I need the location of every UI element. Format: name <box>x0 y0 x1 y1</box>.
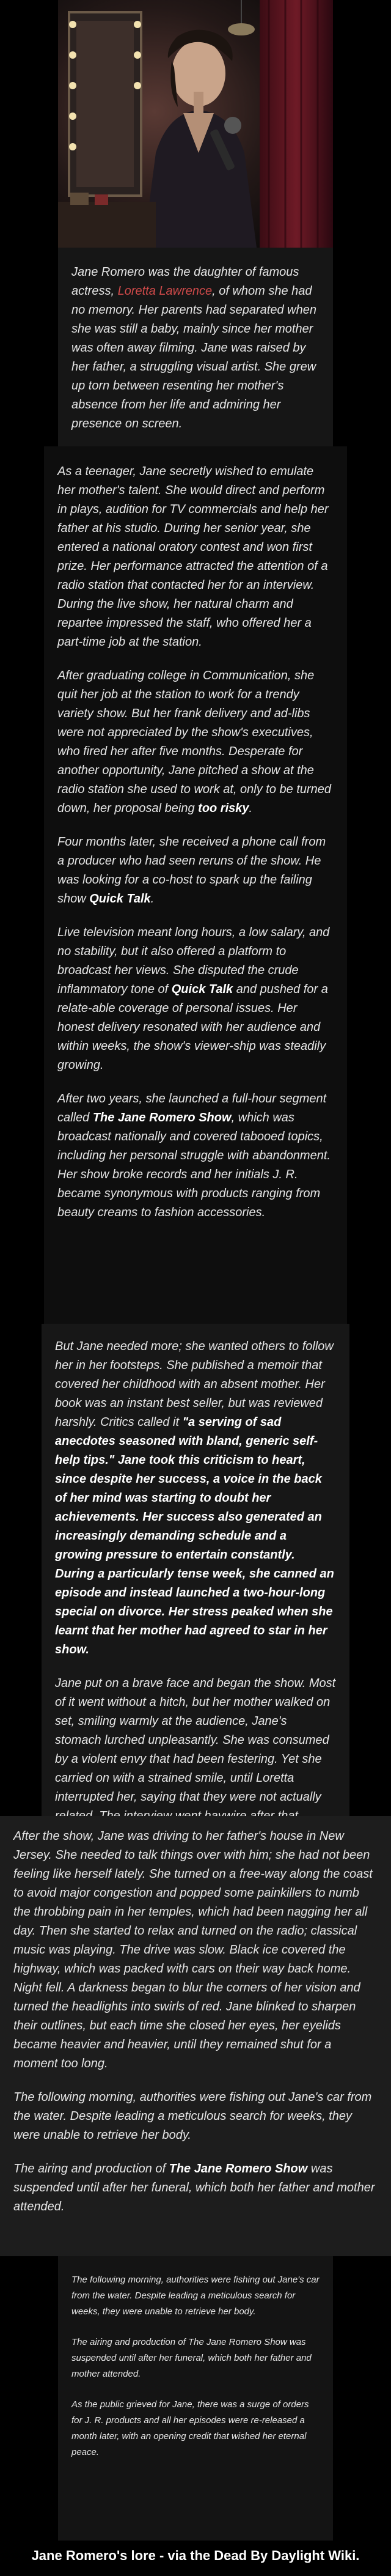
lore-section-fame <box>42 1324 349 1816</box>
character-illustration <box>58 0 333 248</box>
illustration-art <box>58 0 333 248</box>
lore-paragraph: But Jane needed more; she wanted others to follow her in her footsteps. She published a memoir that covered her childhood with an absent mother. Her book was an instant best seller, but was reviewed harshly. Critics called it "a serving of sad anecdotes seasoned with bland, generic self-help tips." Jane took this criticism to heart, since despite her success, a voice in the back of her mind was starting to doubt her achievements. Her success also generated an increasingly demanding schedule and a growing pressure to entertain constantly. During a particularly tense week, she canned an episode and instead launched a two-hour-long special on divorce. Her stress peaked when she learnt that her mother had agreed to star in her show. <box>55 1340 334 1656</box>
lore-paragraph: Live television meant long hours, a low salary, and no stability, but it also offered a platform to broadcast her views. She disputed the crude inflammatory tone of Quick Talk and pushed for a relate-able coverage of personal issues. Her honest delivery resonated with her audience and within weeks, the show's viewer-ship was steadily growing. <box>57 926 330 1072</box>
lore-paragraph: After the show, Jane was driving to her father's house in New Jersey. She needed to talk things over with him; she had not been feeling like herself lately. She turned on a free-way along the coast to avoid major congestion and popped some painkillers to numb the throbbing pain in her temples, which had been nagging her all day. Then she started to relax and turned on the radio; classical music was playing. The drive was slow. Black ice covered the highway, which was packed with cars on their way back home. Night fell. A darkness began to blur the corners of her vision and turned the headlights into swirls of red. Jane blinked to sharpen their outlines, but each time she closed her eyes, her eyelids became heavier and heavier, until they remained shut for a moment too long. <box>13 1829 373 2070</box>
lore-paragraph: Jane Romero was the daughter of famous actress, Loretta Lawrence, of whom she had no memory. Her parents had separated when she was still a baby, mainly since her mother was often away filming. Jane was raised by her father, a struggling visual artist. She grew up torn between resenting her mother's absence from her life and admiring her presence on screen. <box>71 265 316 430</box>
lore-paragraph: The airing and production of The Jane Romero Show was suspended until after her funeral, which both her father and mother attended. <box>13 2162 375 2213</box>
lore-section-aftermath <box>58 2256 333 2541</box>
lore-paragraph: The airing and production of The Jane Romero Show was suspended until after her funeral, which both her father and mother attended. <box>71 2337 312 2379</box>
lore-paragraph: After graduating college in Communication, she quit her job at the station to work for a trendy variety show. But her frank delivery and ad-libs were not appreciated by the show's executives, who fired her after five months. Desperate for another opportunity, Jane pitched a show at the radio station she used to work at, only to be turned down, her proposal being too risky. <box>57 669 332 815</box>
lore-paragraph: Jane put on a brave face and began the show. Most of it went without a hitch, but her mother walked on set, smiling warmly at the audience, Jane's stomach lurched unpleasantly. She was consumed by a violent envy that had been festering. Yet she carried on with a strained smile, until Loretta interrupted her, saying that they were not actually <box>55 1677 336 1804</box>
lore-paragraph: After two years, she launched a full-hour segment called The Jane Romero Show, which was broadcast nationally and covered tabooed topics, including her personal struggle with abandonment. Her show broke records and her initials J. R. became synonymous with products ranging from beauty creams to fashion accessories. <box>57 1092 331 1219</box>
lore-section-accident <box>0 1816 391 2256</box>
loretta-lawrence-link[interactable]: Loretta Lawrence <box>117 284 213 298</box>
lore-paragraph: As the public grieved for Jane, there was a surge of orders for J. R. products and all her episodes were re-released a month later, with an opening credit that wished her eternal peace. <box>71 2399 309 2457</box>
image-caption: Jane Romero's lore - via the Dead By Daylight Wiki. <box>31 2548 360 2563</box>
lore-paragraph: Four months later, she received a phone call from a producer who had seen reruns of the show. He was looking for a co-host to spark up the failing show Quick Talk. <box>57 835 326 906</box>
lore-paragraph: As a teenager, Jane secretly wished to emulate her mother's talent. She would direct and perform in plays, audition for TV commercials and help her father at his studio. During her senior year, she entered a national oratory contest and won first prize. Her performance attracted the attention of a radio station that contacted her for an interview. During the live show, her natural charm and repartee impressed the staff, who offered her a part-time job at the station. <box>57 465 329 649</box>
lore-section-childhood <box>58 248 333 446</box>
lore-paragraph: The following morning, authorities were fishing out Jane's car from the water. Despite leading a meticulous search for weeks, they were unable to retrieve her body. <box>13 2091 372 2142</box>
lore-section-career <box>44 446 347 1324</box>
lore-paragraph: The following morning, authorities were fishing out Jane's car from the water. Despite leading a meticulous search for weeks, they were unable to retrieve her body. <box>71 2275 320 2317</box>
